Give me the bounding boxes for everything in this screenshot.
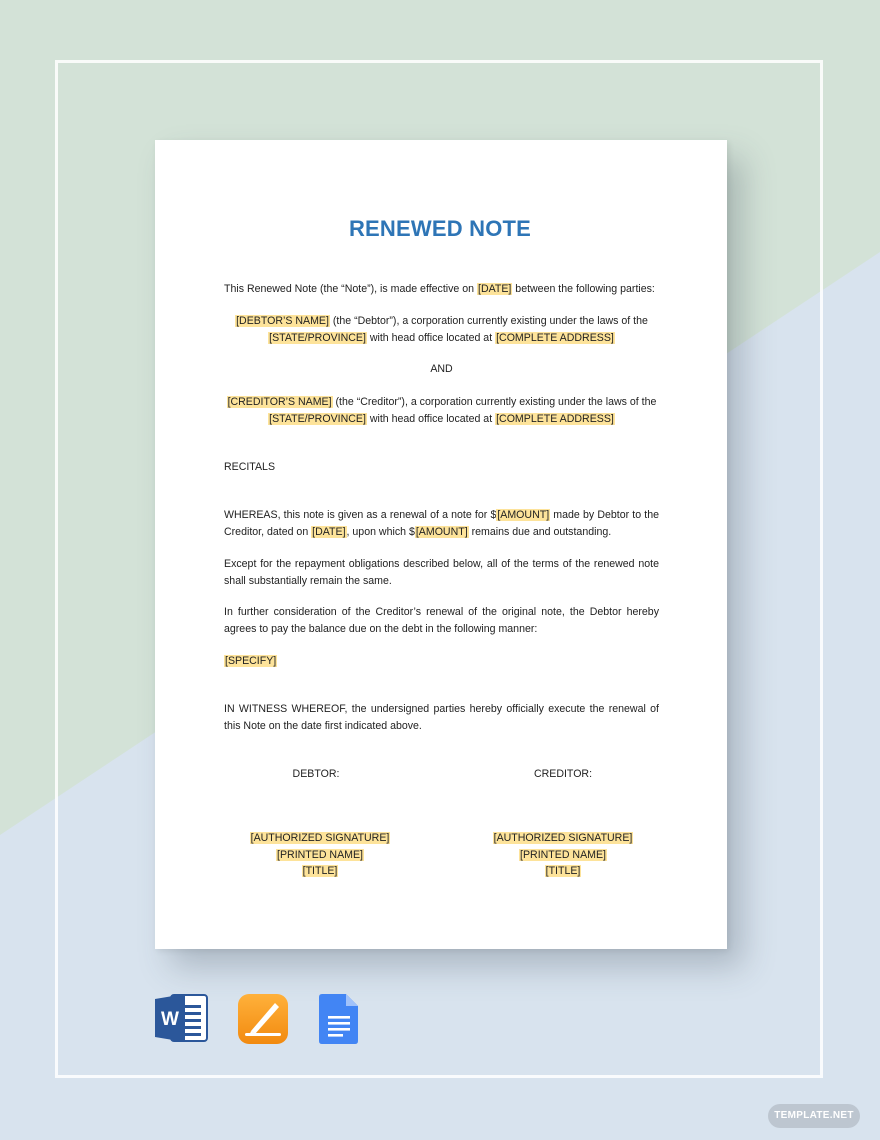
debtor-name-placeholder: [DEBTOR’S NAME] xyxy=(236,315,329,327)
microsoft-word-icon[interactable] xyxy=(155,993,209,1043)
amount-placeholder-1: [AMOUNT] xyxy=(497,509,550,521)
creditor-party-paragraph xyxy=(224,394,659,427)
creditor-printed-name-placeholder: [PRINTED NAME] xyxy=(520,848,606,861)
whereas-text-d: remains due and outstanding. xyxy=(468,525,612,538)
intro-paragraph xyxy=(224,281,659,298)
watermark-badge: TEMPLATE.NET xyxy=(768,1104,860,1128)
intro-text-b: between the following parties: xyxy=(512,283,655,295)
whereas-text-a: WHEREAS, this note is given as a renewal of a note for $ xyxy=(224,509,497,521)
intro-text-a: This Renewed Note (the “Note”), is made effective on xyxy=(224,283,477,295)
debtor-address-placeholder: [COMPLETE ADDRESS] xyxy=(496,331,614,344)
and-separator: AND xyxy=(430,363,453,375)
further-paragraph: In further consideration of the Creditor’s renewal of the original note, the Debtor hereby agrees to pay the balance due on the debt in the following manner: xyxy=(224,606,659,635)
whereas-text-c: , upon which $ xyxy=(346,525,415,538)
debtor-party-paragraph xyxy=(224,313,659,346)
creditor-text-a: (the “Creditor”), a corporation currently existing under the laws of the xyxy=(332,396,657,408)
creditor-name-placeholder: [CREDITOR’S NAME] xyxy=(227,396,332,408)
debtor-signature-placeholder: [AUTHORIZED SIGNATURE] xyxy=(250,832,390,844)
whereas-text-b: made by Debtor to the Creditor, dated on xyxy=(224,509,660,538)
document-title: RENEWED NOTE xyxy=(348,216,532,241)
recitals-heading: RECITALS xyxy=(224,461,276,473)
amount-placeholder-2: [AMOUNT] xyxy=(415,525,468,538)
creditor-signature-placeholder: [AUTHORIZED SIGNATURE] xyxy=(493,832,633,844)
creditor-text-b: with head office located at xyxy=(366,412,496,425)
debtor-heading: DEBTOR: xyxy=(292,768,340,780)
debtor-printed-name-placeholder: [PRINTED NAME] xyxy=(277,848,363,861)
except-paragraph: Except for the repayment obligations described below, all of the terms of the renewed note shall substantially remain the same. xyxy=(224,558,659,587)
creditor-state-placeholder: [STATE/PROVINCE] xyxy=(269,412,366,425)
creditor-signature-block xyxy=(463,766,663,783)
creditor-heading: CREDITOR: xyxy=(533,768,593,780)
debtor-state-placeholder: [STATE/PROVINCE] xyxy=(269,331,366,344)
debtor-signature-fields xyxy=(220,830,420,880)
debtor-signature-block xyxy=(216,766,416,783)
document-page xyxy=(155,140,727,949)
creditor-title-placeholder: [TITLE] xyxy=(545,865,581,877)
google-docs-icon[interactable] xyxy=(318,993,360,1045)
specify-paragraph xyxy=(224,653,659,670)
witness-paragraph: IN WITNESS WHEREOF, the undersigned parties hereby officially execute the renewal of this Note on the date first indicated above. xyxy=(224,703,659,732)
creditor-address-placeholder: [COMPLETE ADDRESS] xyxy=(496,412,614,425)
debtor-text-a: (the “Debtor”), a corporation currently existing under the laws of the xyxy=(329,315,648,327)
creditor-signature-fields xyxy=(463,830,663,880)
date-placeholder: [DATE] xyxy=(478,283,512,295)
debtor-text-b: with head office located at xyxy=(366,331,496,344)
apple-pages-icon[interactable] xyxy=(237,993,289,1045)
specify-placeholder: [SPECIFY] xyxy=(225,655,277,667)
whereas-date-placeholder: [DATE] xyxy=(312,525,346,538)
debtor-title-placeholder: [TITLE] xyxy=(302,865,338,877)
word-icon-letter: W xyxy=(161,1009,179,1030)
whereas-paragraph xyxy=(224,507,659,540)
